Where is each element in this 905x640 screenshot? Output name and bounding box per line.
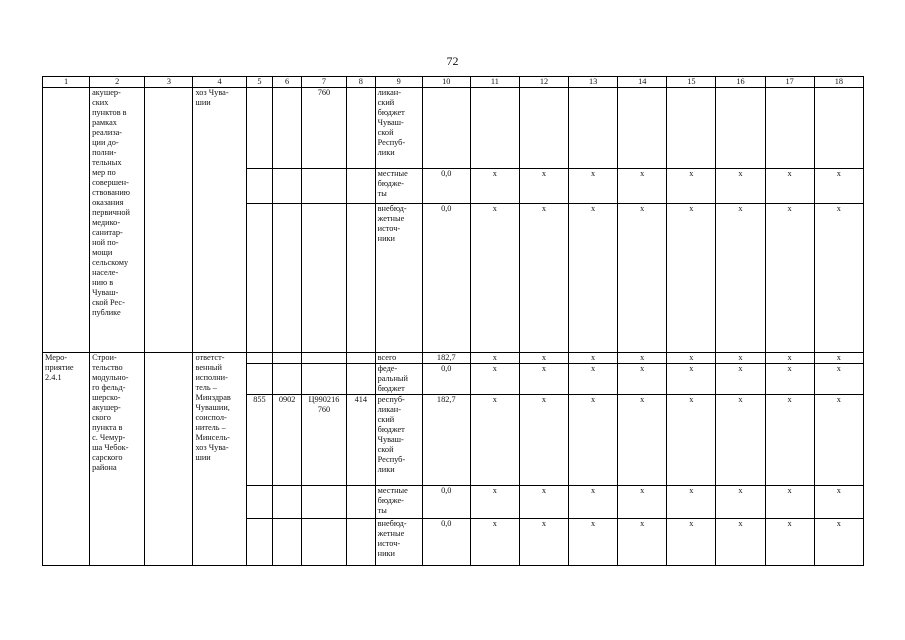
year-value-cell <box>667 88 716 169</box>
year-value-cell: х <box>716 204 765 353</box>
code-cell: 414 <box>346 395 375 486</box>
code-cell: 855 <box>246 395 273 486</box>
event-label-cell <box>43 88 90 353</box>
year-value-cell: х <box>814 519 863 566</box>
code-cell: 760 <box>301 88 346 169</box>
year-value-cell: х <box>667 486 716 519</box>
code-cell <box>346 169 375 204</box>
year-value-cell: х <box>765 486 814 519</box>
year-value-cell: х <box>765 169 814 204</box>
year-value-cell: х <box>716 364 765 395</box>
column-number-header: 16 <box>716 77 765 88</box>
year-value-cell: х <box>470 353 519 364</box>
column-number-header: 13 <box>569 77 618 88</box>
year-value-cell: х <box>667 353 716 364</box>
table-body <box>43 88 864 566</box>
year-value-cell: х <box>470 486 519 519</box>
column-number-header: 15 <box>667 77 716 88</box>
funding-source-cell: феде- ральный бюджет <box>375 364 422 395</box>
year-value-cell: х <box>667 364 716 395</box>
column-number-header: 2 <box>90 77 145 88</box>
year-value-cell: х <box>814 169 863 204</box>
code-cell <box>301 486 346 519</box>
results-cell <box>145 88 193 353</box>
year-value-cell: х <box>470 169 519 204</box>
column-number-header: 14 <box>618 77 667 88</box>
code-cell <box>346 486 375 519</box>
page-number: 72 <box>446 54 459 68</box>
year-value-cell: х <box>519 204 568 353</box>
amount-cell: 0,0 <box>422 364 470 395</box>
column-number-header: 12 <box>519 77 568 88</box>
year-value-cell <box>618 88 667 169</box>
event-name-cell: акушер- ских пунктов в рамках реализа- ции до- полни- тельных мер по совершен- ствованию оказания первичной медико- санитар- ной по- мощи сельскому населе- нию в Чуваш- ской Рес- публике <box>90 88 145 353</box>
year-value-cell: х <box>667 204 716 353</box>
amount-cell: 0,0 <box>422 204 470 353</box>
column-number-header: 11 <box>470 77 519 88</box>
code-cell <box>246 364 273 395</box>
year-value-cell: х <box>765 395 814 486</box>
code-cell <box>273 486 302 519</box>
year-value-cell: х <box>519 364 568 395</box>
year-value-cell: х <box>667 519 716 566</box>
code-cell <box>273 88 302 169</box>
column-number-header: 10 <box>422 77 470 88</box>
code-cell <box>301 204 346 353</box>
code-cell <box>246 353 273 364</box>
year-value-cell <box>765 88 814 169</box>
code-cell <box>301 353 346 364</box>
funding-source-cell: местные бюдже- ты <box>375 486 422 519</box>
code-cell <box>301 169 346 204</box>
year-value-cell: х <box>569 486 618 519</box>
year-value-cell: х <box>716 519 765 566</box>
column-number-header: 9 <box>375 77 422 88</box>
year-value-cell: х <box>569 519 618 566</box>
year-value-cell <box>519 88 568 169</box>
year-value-cell: х <box>519 395 568 486</box>
year-value-cell: х <box>618 169 667 204</box>
year-value-cell: х <box>519 353 568 364</box>
code-cell <box>301 364 346 395</box>
column-number-header: 6 <box>273 77 302 88</box>
funding-source-cell: всего <box>375 353 422 364</box>
code-cell <box>346 353 375 364</box>
code-cell <box>273 169 302 204</box>
year-value-cell: х <box>814 204 863 353</box>
year-value-cell: х <box>470 204 519 353</box>
code-cell <box>246 204 273 353</box>
code-cell <box>301 519 346 566</box>
table-row <box>43 88 864 169</box>
funding-source-cell: ликан- ский бюджет Чуваш- ской Респуб- лики <box>375 88 422 169</box>
code-cell <box>273 364 302 395</box>
year-value-cell: х <box>519 519 568 566</box>
amount-cell: 0,0 <box>422 519 470 566</box>
column-number-header: 1 <box>43 77 90 88</box>
year-value-cell: х <box>618 353 667 364</box>
year-value-cell: х <box>569 204 618 353</box>
table-row <box>43 353 864 364</box>
year-value-cell: х <box>814 395 863 486</box>
year-value-cell: х <box>519 169 568 204</box>
column-number-header: 7 <box>301 77 346 88</box>
code-cell <box>346 88 375 169</box>
column-number-row <box>43 77 864 88</box>
year-value-cell: х <box>716 486 765 519</box>
year-value-cell: х <box>814 364 863 395</box>
year-value-cell: х <box>618 204 667 353</box>
year-value-cell: х <box>470 364 519 395</box>
amount-cell: 182,7 <box>422 395 470 486</box>
year-value-cell: х <box>618 364 667 395</box>
year-value-cell: х <box>814 353 863 364</box>
event-label-cell: Меро- приятие 2.4.1 <box>43 353 90 566</box>
column-number-header: 18 <box>814 77 863 88</box>
year-value-cell: х <box>569 353 618 364</box>
code-cell <box>346 364 375 395</box>
funding-source-cell: внебюд- жетные источ- ники <box>375 204 422 353</box>
year-value-cell <box>716 88 765 169</box>
year-value-cell: х <box>765 204 814 353</box>
year-value-cell: х <box>716 353 765 364</box>
funding-source-cell: внебюд- жетные источ- ники <box>375 519 422 566</box>
year-value-cell: х <box>618 486 667 519</box>
code-cell <box>246 486 273 519</box>
executor-cell: ответст- венный исполни- тель – Минздрав Чувашии, соиспол- нитель – Минсель- хоз Чува- шии <box>193 353 246 566</box>
funding-source-cell: респуб- ликан- ский бюджет Чуваш- ской Респуб- лики <box>375 395 422 486</box>
amount-cell: 0,0 <box>422 169 470 204</box>
year-value-cell: х <box>569 169 618 204</box>
funding-source-cell: местные бюдже- ты <box>375 169 422 204</box>
executor-cell: хоз Чува- шии <box>193 88 246 353</box>
code-cell <box>246 169 273 204</box>
year-value-cell: х <box>667 395 716 486</box>
column-number-header: 8 <box>346 77 375 88</box>
year-value-cell <box>569 88 618 169</box>
code-cell <box>273 519 302 566</box>
year-value-cell: х <box>569 364 618 395</box>
results-cell <box>145 353 193 566</box>
year-value-cell: х <box>765 353 814 364</box>
code-cell <box>346 519 375 566</box>
amount-cell: 182,7 <box>422 353 470 364</box>
code-cell <box>273 204 302 353</box>
year-value-cell: х <box>667 169 716 204</box>
year-value-cell: х <box>519 486 568 519</box>
year-value-cell: х <box>814 486 863 519</box>
year-value-cell: х <box>569 395 618 486</box>
year-value-cell: х <box>765 519 814 566</box>
year-value-cell: х <box>765 364 814 395</box>
code-cell: Ц990216 760 <box>301 395 346 486</box>
year-value-cell <box>814 88 863 169</box>
amount-cell: 0,0 <box>422 486 470 519</box>
column-number-header: 4 <box>193 77 246 88</box>
amount-cell <box>422 88 470 169</box>
column-number-header: 5 <box>246 77 273 88</box>
year-value-cell: х <box>716 169 765 204</box>
code-cell <box>246 88 273 169</box>
year-value-cell <box>470 88 519 169</box>
column-number-header: 3 <box>145 77 193 88</box>
event-name-cell: Строи- тельство модульно- го фельд- шерско- акушер- ского пункта в с. Чемур- ша Чебок- сарского района <box>90 353 145 566</box>
year-value-cell: х <box>618 519 667 566</box>
year-value-cell: х <box>618 395 667 486</box>
year-value-cell: х <box>470 395 519 486</box>
code-cell <box>246 519 273 566</box>
column-number-header: 17 <box>765 77 814 88</box>
code-cell <box>346 204 375 353</box>
year-value-cell: х <box>716 395 765 486</box>
code-cell <box>273 353 302 364</box>
program-table <box>42 76 864 566</box>
year-value-cell: х <box>470 519 519 566</box>
code-cell: 0902 <box>273 395 302 486</box>
